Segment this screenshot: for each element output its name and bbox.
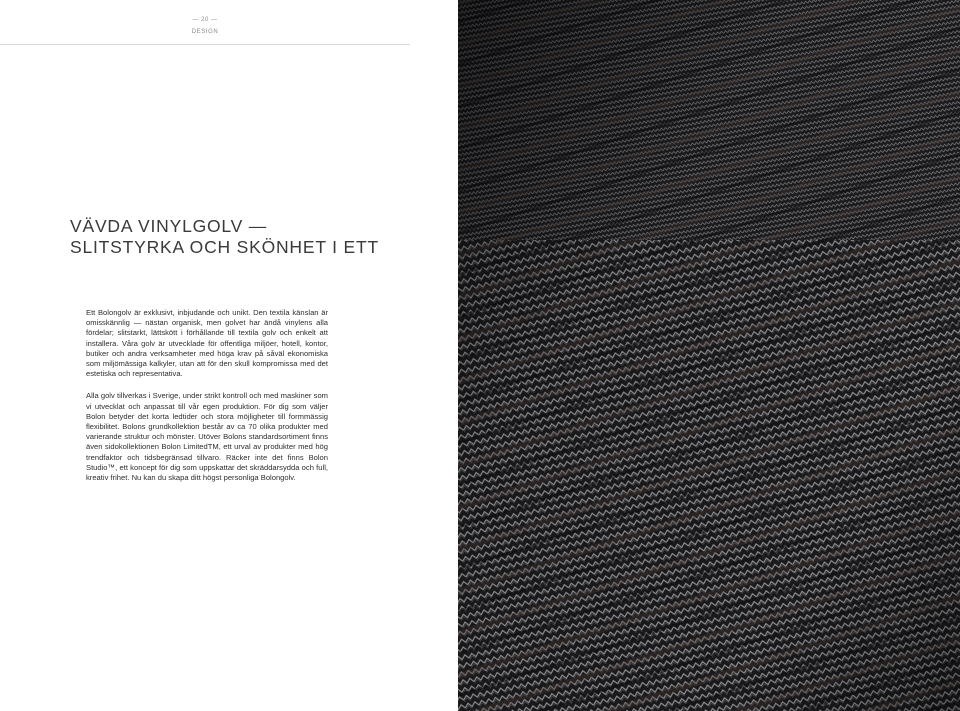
- body-paragraph-2: Alla golv tillverkas i Sverige, under strikt kontroll och med maskiner som vi utvecklat och anpassat till vår egen produktion. För dig som väljer Bolon betyder det korta ledtider och stora möjligheter till formmässig flexibilitet. Bolons grundkollektion består av ca 70 olika produkter med varierande struktur och mönster. Utöver Bolons standardsortiment finns även sidokollektionen Bolon LimitedTM, ett urval av produkter med hög trendfaktor och tidsbegränsad tillvaro. Räcker inte det finns Bolon Studio™, ett koncept för dig som uppskattar det skräddarsydda och full, kreativ frihet. Nu kan du skapa ditt högst personliga Bolongolv.: [86, 391, 328, 483]
- page-header: [0, 16, 410, 38]
- headline: [70, 216, 400, 258]
- body-paragraph-1: Ett Bolongolv är exklusivt, inbjudande och unikt. Den textila känslan är omisskännlig — nästan organisk, men golvet har ändå vinylens alla fördelar; slitstarkt, lättskött i förhållande till textila golv och enkelt att installera. Våra golv är utvecklade för offentliga miljöer, hotell, kontor, butiker och andra verksamheter med höga krav på såväl ekonomiska som miljömässiga kalkyler, utan att för den skull kompromissa med det estetiska och representativa.: [86, 308, 328, 379]
- header-divider: [0, 44, 410, 45]
- woven-texture-image: [458, 0, 960, 711]
- woven-floor-photo: [458, 0, 960, 711]
- headline-line-1: VÄVDA VINYLGOLV —: [70, 215, 268, 236]
- page-number: — 20 —: [0, 16, 410, 24]
- headline-line-2: SLITSTYRKA OCH SKÖNHET I ETT: [70, 236, 379, 257]
- section-label: DESIGN: [191, 29, 219, 35]
- left-page: [0, 0, 458, 711]
- body-text: [86, 308, 328, 495]
